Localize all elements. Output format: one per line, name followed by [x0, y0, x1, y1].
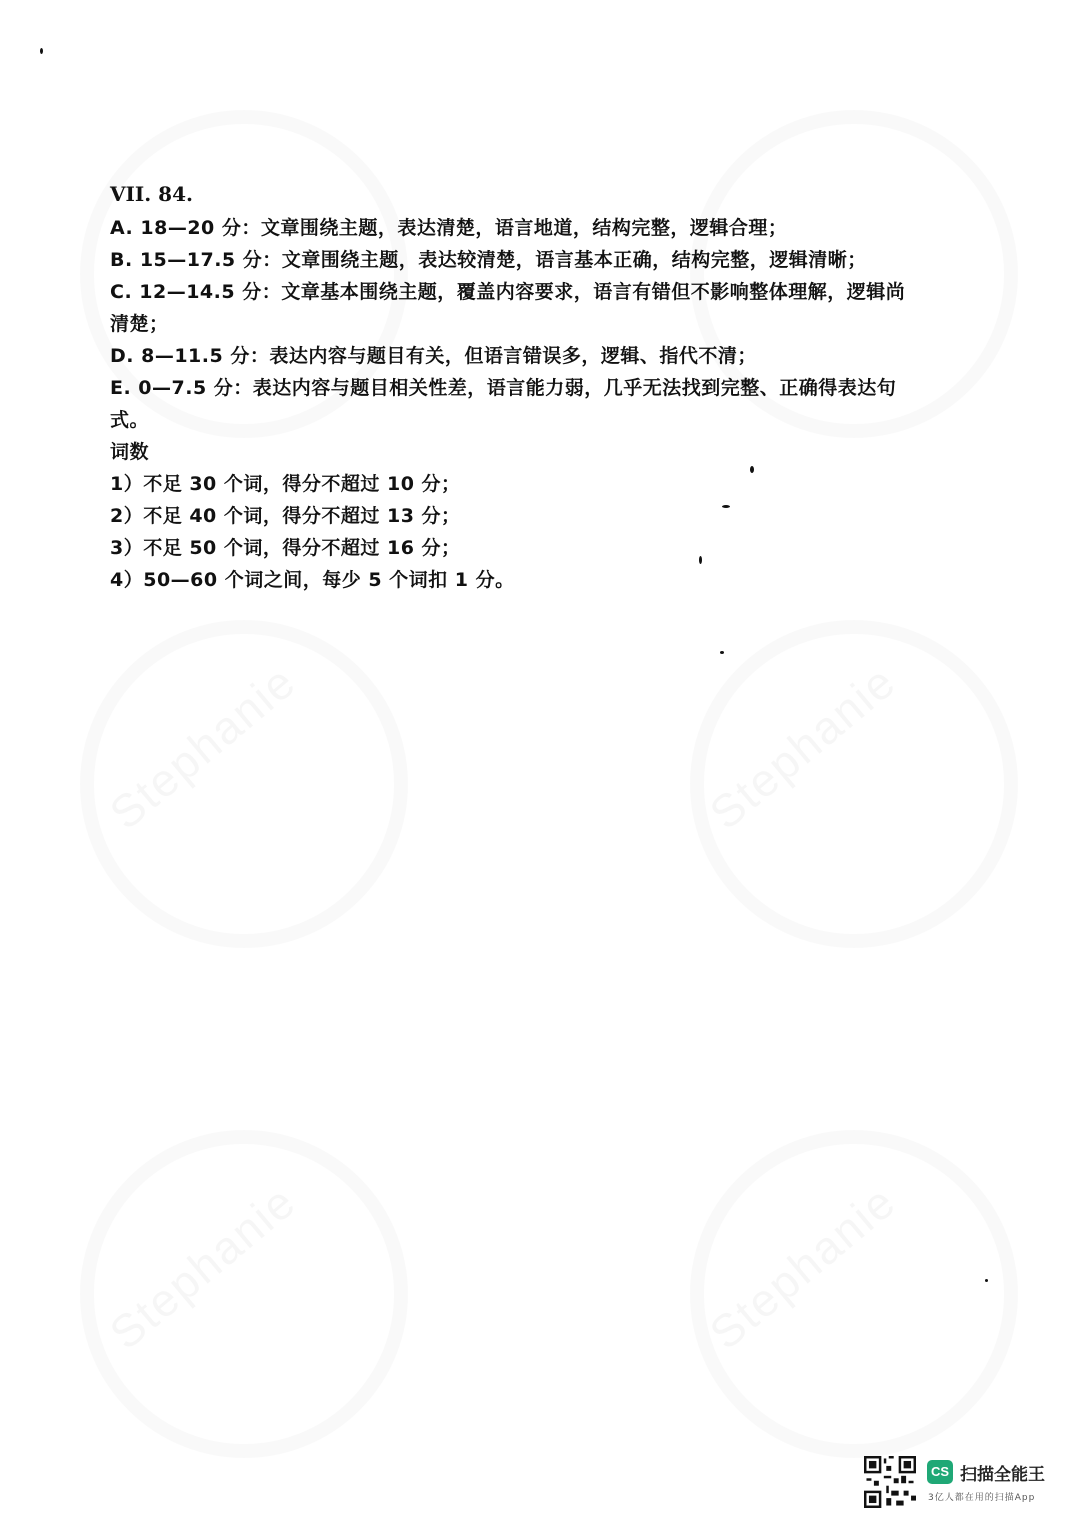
section-heading: VII. 84. [110, 182, 193, 206]
scanner-brand-name: 扫描全能王 [960, 1465, 1045, 1485]
scanner-app-footer [864, 1456, 1064, 1512]
camscanner-logo-icon: CS [927, 1460, 953, 1484]
grade-a-criteria: A. 18—20 分：文章围绕主题，表达清楚，语言地道，结构完整，逻辑合理； [110, 217, 788, 239]
scan-speck [720, 651, 724, 654]
word-count-heading: 词数 [110, 441, 150, 463]
grade-b-criteria: B. 15—17.5 分：文章围绕主题，表达较清楚，语言基本正确，结构完整，逻辑清晰； [110, 249, 867, 271]
word-count-rule: 4）50—60 个词之间，每少 5 个词扣 1 分。 [110, 569, 515, 591]
qr-code-icon [864, 1456, 916, 1508]
word-count-rule: 3）不足 50 个词，得分不超过 16 分； [110, 537, 461, 559]
scoring-rubric [110, 176, 990, 596]
scan-speck [40, 48, 43, 54]
grade-d-criteria: D. 8—11.5 分：表达内容与题目有关，但语言错误多，逻辑、指代不清； [110, 345, 757, 367]
scanner-slogan: 3亿人都在用的扫描App [928, 1493, 1036, 1503]
grade-e-criteria-cont: 式。 [110, 409, 150, 431]
word-count-rule: 2）不足 40 个词，得分不超过 13 分； [110, 505, 461, 527]
grade-e-criteria: E. 0—7.5 分：表达内容与题目相关性差，语言能力弱，几乎无法找到完整、正确得表达句 [110, 377, 897, 399]
word-count-rule: 1）不足 30 个词，得分不超过 10 分； [110, 473, 461, 495]
grade-c-criteria: C. 12—14.5 分：文章基本围绕主题，覆盖内容要求，语言有错但不影响整体理解，逻辑尚 [110, 281, 906, 303]
scan-speck [985, 1279, 988, 1282]
grade-c-criteria-cont: 清楚； [110, 313, 169, 335]
